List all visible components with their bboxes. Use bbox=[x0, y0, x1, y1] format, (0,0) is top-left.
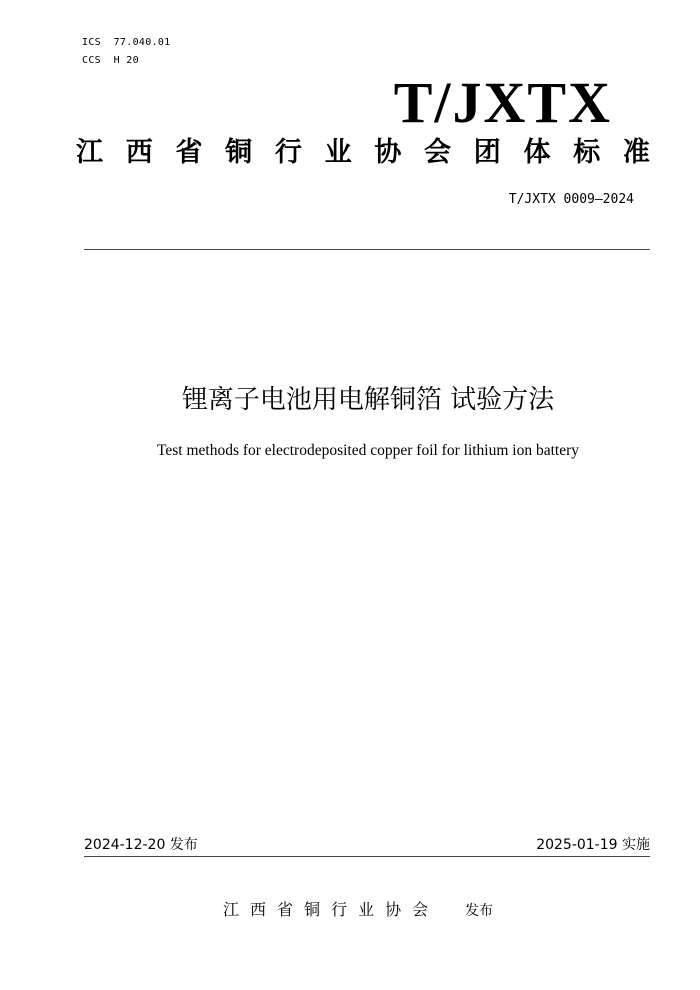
issue-date: 2024-12-20 发布 bbox=[84, 837, 198, 853]
standard-number: T/JXTX 0009—2024 bbox=[508, 192, 634, 207]
document-title-english: Test methods for electrodeposited copper foil for lithium ion battery bbox=[156, 442, 580, 459]
publisher-char: 会 bbox=[412, 900, 429, 919]
standard-logo: T/JXTX bbox=[393, 70, 612, 135]
publisher-char: 省 bbox=[277, 900, 294, 919]
association-standard-title bbox=[76, 135, 650, 171]
publisher-char: 协 bbox=[385, 900, 402, 919]
publisher-char: 行 bbox=[331, 900, 348, 919]
title-char: 标 bbox=[573, 137, 601, 168]
bottom-divider bbox=[84, 856, 650, 857]
publisher-char: 江 bbox=[223, 900, 240, 919]
title-char: 会 bbox=[424, 137, 452, 168]
title-char: 协 bbox=[374, 137, 402, 168]
implementation-date: 2025-01-19 实施 bbox=[536, 837, 650, 853]
title-char: 团 bbox=[473, 137, 501, 168]
publisher-name bbox=[223, 899, 428, 921]
title-char: 省 bbox=[175, 137, 203, 168]
title-char: 准 bbox=[622, 137, 650, 168]
document-title-chinese: 锂离子电池用电解铜箔 试验方法 bbox=[181, 385, 555, 415]
publish-label: 发布 bbox=[465, 903, 493, 919]
title-char: 江 bbox=[76, 137, 103, 168]
title-char: 业 bbox=[324, 137, 352, 168]
publisher-char: 业 bbox=[358, 900, 375, 919]
title-char: 西 bbox=[125, 137, 153, 168]
title-char: 体 bbox=[523, 137, 551, 168]
publisher-char: 西 bbox=[250, 900, 267, 919]
publisher-char: 铜 bbox=[304, 900, 321, 919]
ics-code: ICS 77.040.01 bbox=[82, 37, 171, 48]
top-divider bbox=[84, 249, 650, 250]
title-char: 铜 bbox=[225, 137, 253, 168]
title-char: 行 bbox=[274, 137, 302, 168]
ccs-code: CCS H 20 bbox=[82, 55, 139, 66]
